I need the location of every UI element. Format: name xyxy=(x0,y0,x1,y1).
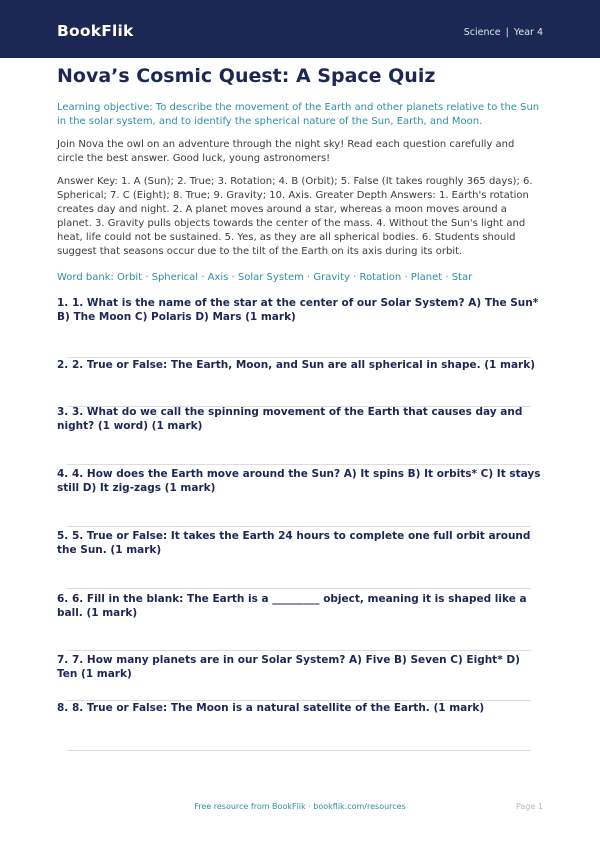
page-header xyxy=(0,0,600,58)
page-number: Page 1 xyxy=(516,802,543,811)
answer-key: Answer Key: 1. A (Sun); 2. True; 3. Rotation; 4. B (Orbit); 5. False (It takes roughly 365 days); 6. Spherical; 7. C (Eight); 8. True; 9. Gravity; 10. Axis. Greater Depth Answers: 1. Earth's rotation creates day and night. 2. A planet moves around a star, whereas a moon moves around a planet. 3. Gravity pulls objects towards the center of the mass. 4. Without the Sun's light and heat, life could not be sustained. 5. Yes, as they are all spherical bodies. 6. Students should suggest that seasons occur due to the tilt of the Earth on its axis during its orbit. xyxy=(57,176,533,257)
answer-line-5[interactable] xyxy=(67,588,531,589)
intro-text: Join Nova the owl on an adventure through the night sky! Read each question carefully and circle the best answer. Good luck, young astronomers! xyxy=(57,139,515,164)
page-title: Nova’s Cosmic Quest: A Space Quiz xyxy=(57,65,436,87)
answer-line-6[interactable] xyxy=(67,650,531,651)
question-2: 2. 2. True or False: The Earth, Moon, and Sun are all spherical in shape. (1 mark) xyxy=(57,359,535,371)
answer-line-8[interactable] xyxy=(67,750,531,751)
subject-label: Science xyxy=(463,27,501,38)
learning-objective: Learning objective: To describe the movement of the Earth and other planets relative to the Sun in the solar system, and to identify the spherical nature of the Sun, Earth, and Moon. xyxy=(57,102,540,127)
question-8: 8. 8. True or False: The Moon is a natural satellite of the Earth. (1 mark) xyxy=(57,702,485,714)
year-label: Year 4 xyxy=(513,27,543,38)
question-7: 7. 7. How many planets are in our Solar System? A) Five B) Seven C) Eight* D) Ten (1 mark) xyxy=(57,654,520,680)
worksheet-intro xyxy=(57,64,543,285)
header-meta xyxy=(464,27,543,38)
brand-logo[interactable]: BookFlik xyxy=(57,22,134,40)
word-bank: Word bank: Orbit · Spherical · Axis · Solar System · Gravity · Rotation · Planet · Star xyxy=(57,272,473,283)
question-1: 1. 1. What is the name of the star at the center of our Solar System? A) The Sun* B) The Moon C) Polaris D) Mars (1 mark) xyxy=(57,297,539,323)
question-3: 3. 3. What do we call the spinning movement of the Earth that causes day and night? (1 word) (1 mark) xyxy=(57,406,523,432)
question-4: 4. 4. How does the Earth move around the Sun? A) It spins B) It orbits* C) It stays still D) It zig-zags (1 mark) xyxy=(57,468,541,494)
answer-line-4[interactable] xyxy=(67,526,531,527)
question-5: 5. 5. True or False: It takes the Earth 24 hours to complete one full orbit around the Sun. (1 mark) xyxy=(57,530,531,556)
footer-credit[interactable]: Free resource from BookFlik · bookflik.com/resources xyxy=(194,802,406,811)
question-6: 6. 6. Fill in the blank: The Earth is a _________ object, meaning it is shaped like a ball. (1 mark) xyxy=(57,593,527,619)
meta-separator: | xyxy=(505,27,509,38)
answer-line-3[interactable] xyxy=(67,464,531,465)
